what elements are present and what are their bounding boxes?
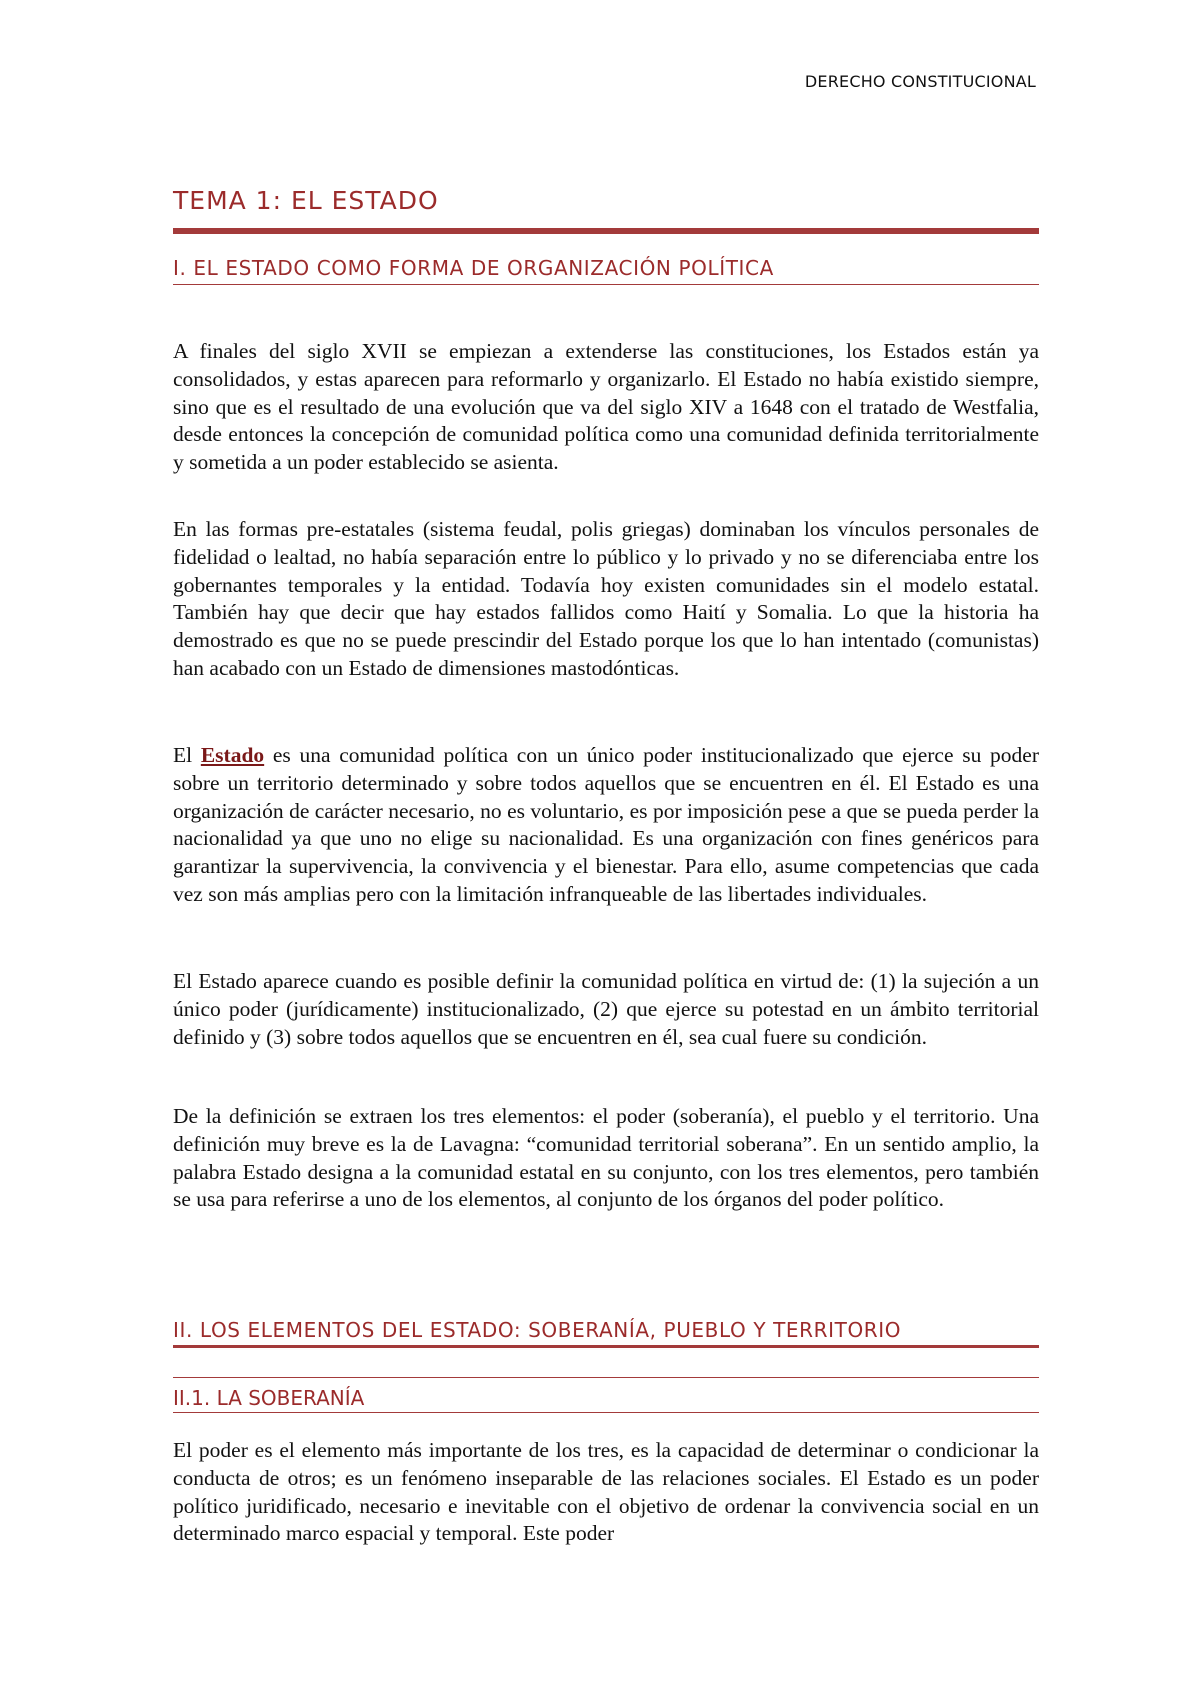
section-heading-1: I. EL ESTADO COMO FORMA DE ORGANIZACIÓN POLÍTICA (173, 256, 774, 280)
paragraph-2: En las formas pre-estatales (sistema feudal, polis griegas) dominaban los vínculos personales de fidelidad o lealtad, no había separación entre lo público y lo privado y no se diferenciaba entre los gobernantes temporales y la entidad. Todavía hoy existen comunidades sin el modelo estatal. También hay que decir que hay estados fallidos como Haití y Somalia. Lo que la historia ha demostrado es que no se puede prescindir del Estado porque los que lo han intentado (comunistas) han acabado con un Estado de dimensiones mastodónticas. (173, 517, 1039, 680)
section-heading-1-underline (173, 284, 1039, 285)
page-title: TEMA 1: EL ESTADO (173, 186, 439, 215)
defined-term-estado: Estado (200, 743, 265, 767)
paragraph-5: De la definición se extraen los tres elementos: el poder (soberanía), el pueblo y el territorio. Una definición muy breve es la de Lavagna: “comunidad territorial soberana”. En un sentido amplio, la palabra Estado designa a la comunidad estatal en su conjunto, con los tres elementos, pero también se usa para referirse a uno de los elementos, al conjunto de los órganos del poder político. (173, 1104, 1039, 1212)
paragraph-3 (173, 742, 1039, 909)
paragraph-4: El Estado aparece cuando es posible definir la comunidad política en virtud de: (1) la sujeción a un único poder (jurídicamente) institucionalizado, (2) que ejerce su potestad en un ámbito territorial definido y (3) sobre todos aquellos que se encuentren en él, sea cual fuere su condición. (173, 969, 1039, 1049)
section-heading-2: II. LOS ELEMENTOS DEL ESTADO: SOBERANÍA, PUEBLO Y TERRITORIO (173, 1318, 902, 1342)
section-heading-2-underline (173, 1345, 1039, 1348)
paragraph-1: A finales del siglo XVII se empiezan a extenderse las constituciones, los Estados están ya consolidados, y estas aparecen para reformarlo y organizarlo. El Estado no había existido siempre, sino que es el resultado de una evolución que va del siglo XIV a 1648 con el tratado de Westfalia, desde entonces la concepción de comunidad política como una comunidad definida territorialmente y sometida a un poder establecido se asienta. (173, 339, 1039, 475)
running-header: DERECHO CONSTITUCIONAL (804, 72, 1036, 91)
paragraph-6: El poder es el elemento más importante de los tres, es la capacidad de determinar o condicionar la conducta de otros; es un fenómeno inseparable de las relaciones sociales. El Estado es un poder político juridificado, necesario e inevitable con el objetivo de ordenar la convivencia social en un determinado marco espacial y temporal. Este poder (173, 1438, 1039, 1546)
paragraph-3-rest: es una comunidad política con un único poder institucionalizado que ejerce su poder sobre un territorio determinado y sobre todos aquellos que se encuentren en él. El Estado es una organización de carácter necesario, no es voluntario, es por imposición pese a que se pueda perder la nacionalidad ya que uno no elige su nacionalidad. Es una organización con fines genéricos para garantizar la supervivencia, la convivencia y el bienestar. Para ello, asume competencias que cada vez son más amplias pero con la limitación infranqueable de las libertades individuales. (173, 743, 1039, 906)
subsection-heading-bottom-rule (173, 1412, 1039, 1413)
paragraph-3-lead: El (173, 743, 201, 767)
subsection-heading-1: II.1. LA SOBERANÍA (173, 1386, 365, 1410)
title-underline (173, 228, 1039, 234)
subsection-heading-top-rule (173, 1377, 1039, 1378)
